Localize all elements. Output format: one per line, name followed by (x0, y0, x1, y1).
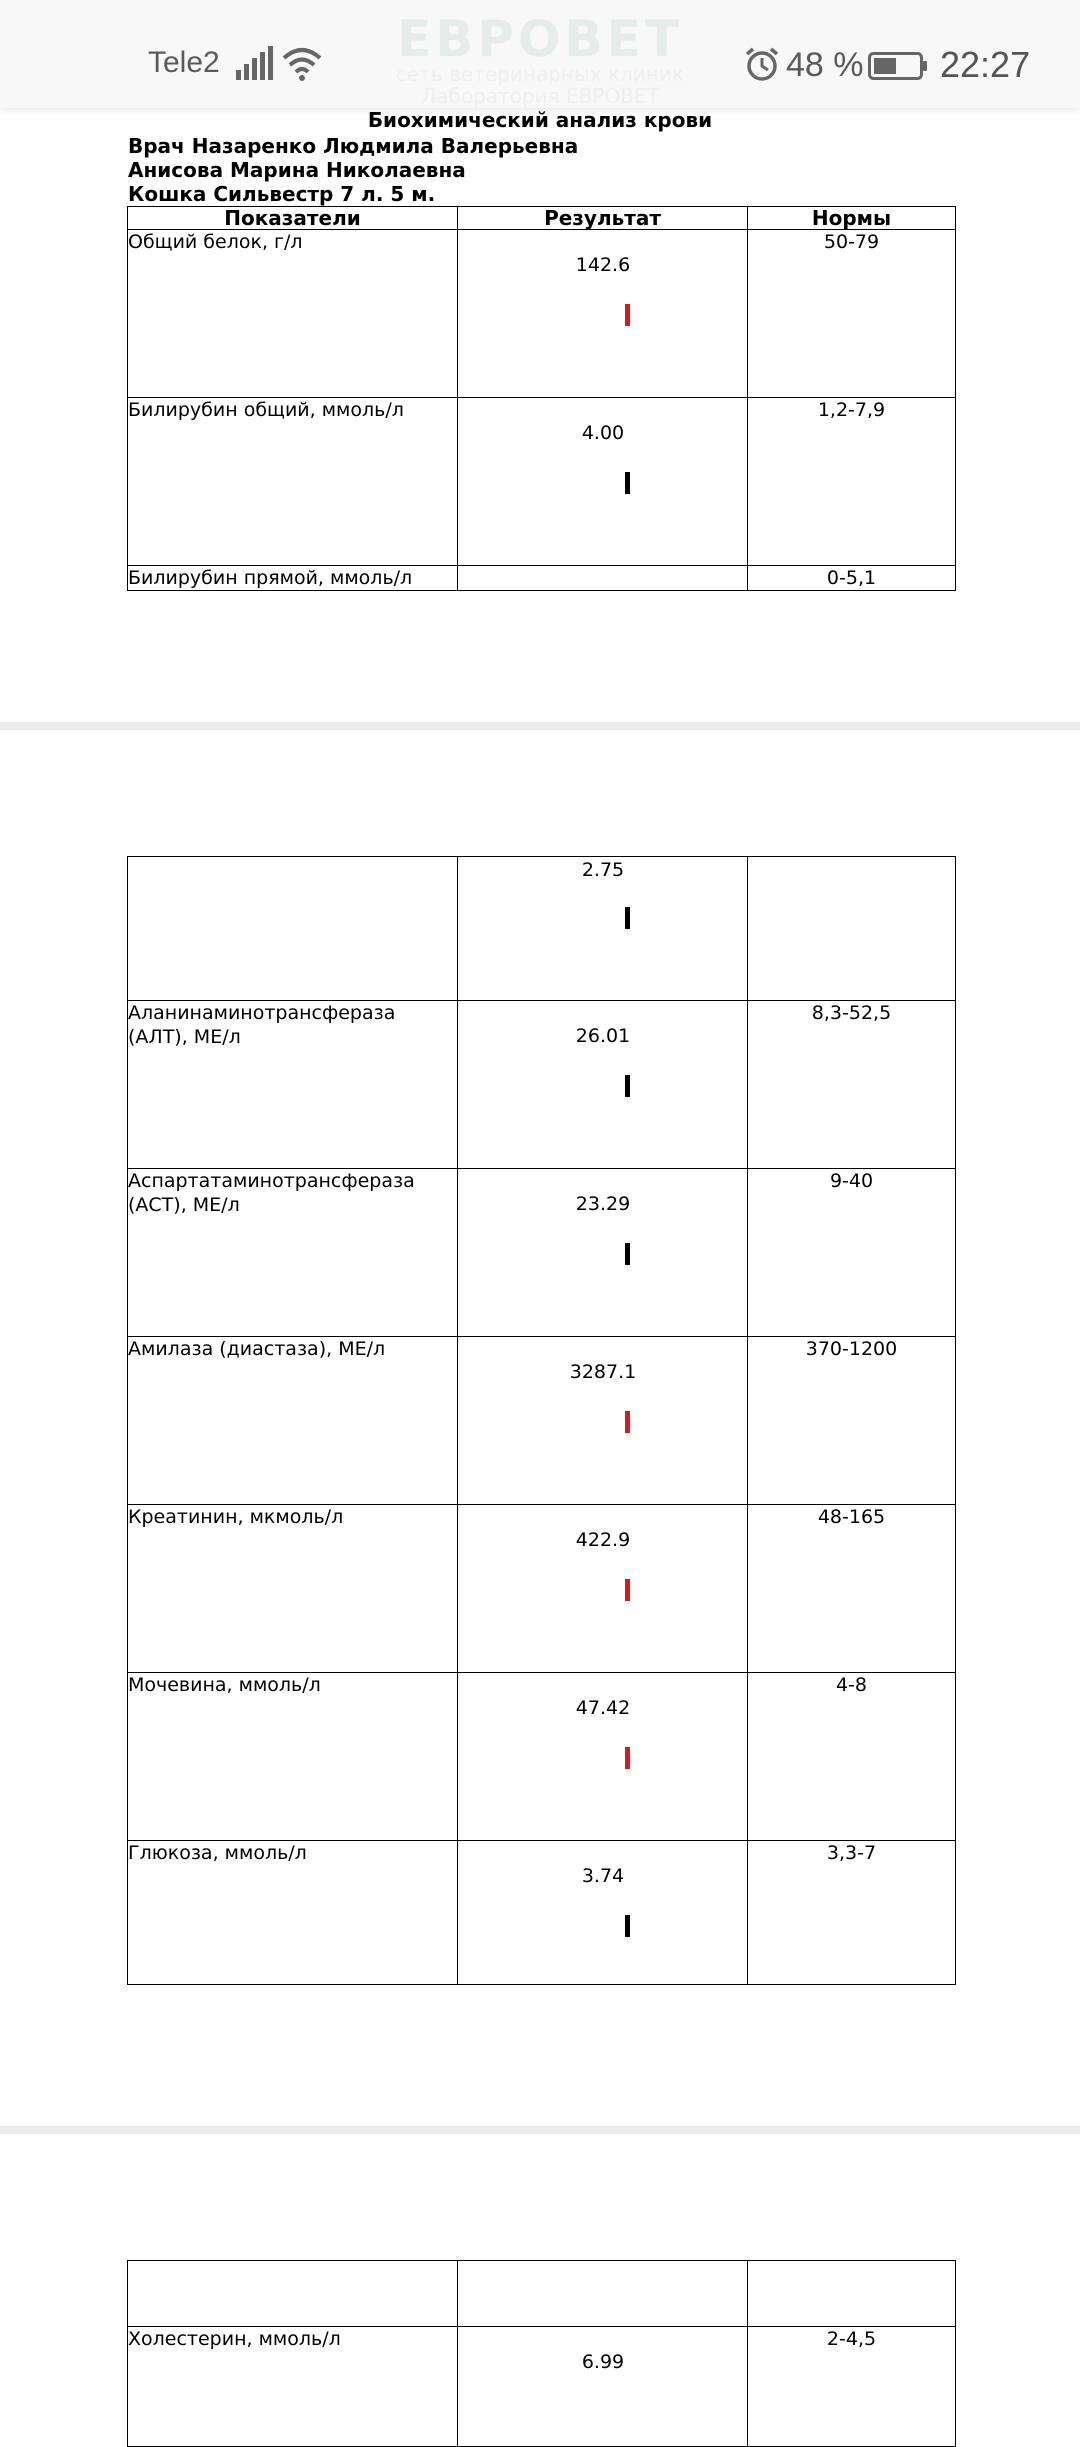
normal-flag-marker (625, 907, 630, 929)
owner-name: Анисова Марина Николаевна (128, 158, 466, 182)
doctor-name: Врач Назаренко Людмила Валерьевна (128, 134, 579, 158)
result-value: 3287.1 (569, 1361, 637, 1383)
document-title: Биохимический анализ крови (367, 108, 713, 132)
normal-flag-marker (625, 1075, 630, 1097)
results-table-page1 (127, 206, 956, 591)
row-norm: 0-5,1 (748, 566, 956, 591)
patient-info: Кошка Сильвестр 7 л. 5 м. (128, 182, 436, 206)
row-norm: 4-8 (748, 1673, 956, 1841)
row-parameter: Билирубин общий, ммоль/л (128, 398, 458, 566)
watermark-subtitle: сеть ветеринарных клиник (396, 62, 684, 86)
row-result (458, 1841, 748, 1985)
table-row (128, 1841, 956, 1985)
results-table-page2 (127, 856, 956, 1985)
table-row (128, 1673, 956, 1841)
header-parameter: Показатели (128, 207, 458, 230)
normal-flag-marker (625, 472, 630, 494)
row-parameter: Аланинаминотрансфераза (АЛТ), МЕ/л (128, 1001, 458, 1169)
row-parameter: Глюкоза, ммоль/л (128, 1841, 458, 1985)
row-parameter (128, 857, 458, 1001)
table-row (128, 566, 956, 591)
row-result (458, 1505, 748, 1673)
page-separator (0, 2126, 1080, 2134)
row-norm: 1,2-7,9 (748, 398, 956, 566)
table-header-row (128, 207, 956, 230)
row-norm: 48-165 (748, 1505, 956, 1673)
table-row (128, 1505, 956, 1673)
header-result: Результат (458, 207, 748, 230)
row-parameter: Общий белок, г/л (128, 230, 458, 398)
row-result (458, 566, 748, 591)
table-row (128, 857, 956, 1001)
row-parameter: Холестерин, ммоль/л (128, 2327, 458, 2447)
high-flag-marker (625, 1411, 630, 1433)
row-parameter: Креатинин, мкмоль/л (128, 1505, 458, 1673)
row-result (458, 230, 748, 398)
table-row (128, 2327, 956, 2447)
row-parameter: Билирубин прямой, ммоль/л (128, 566, 458, 591)
results-table-page3 (127, 2260, 956, 2447)
row-parameter: Мочевина, ммоль/л (128, 1673, 458, 1841)
row-result (458, 1337, 748, 1505)
row-norm: 370-1200 (748, 1337, 956, 1505)
result-value: 26.01 (575, 1025, 631, 1047)
high-flag-marker (625, 1747, 630, 1769)
result-value: 47.42 (575, 1697, 631, 1719)
result-value: 422.9 (575, 1529, 631, 1551)
row-result (458, 1001, 748, 1169)
battery-percent: 48 % (786, 46, 864, 84)
watermark-logo: ЕВРОВЕТ (397, 10, 683, 68)
row-norm: 50-79 (748, 230, 956, 398)
high-flag-marker (625, 1579, 630, 1601)
result-value: 23.29 (575, 1193, 631, 1215)
clock: 22:27 (940, 44, 1031, 85)
result-value: 3.74 (581, 1865, 625, 1887)
carrier-label: Tele2 (148, 46, 220, 79)
row-result (458, 1673, 748, 1841)
result-value: 142.6 (575, 254, 631, 276)
result-value: 2.75 (581, 859, 625, 881)
row-parameter (128, 2261, 458, 2327)
normal-flag-marker (625, 1915, 630, 1937)
high-flag-marker (625, 304, 630, 326)
row-norm: 8,3-52,5 (748, 1001, 956, 1169)
row-result (458, 2327, 748, 2447)
result-value: 6.99 (581, 2351, 625, 2373)
table-row (128, 1337, 956, 1505)
row-norm (748, 857, 956, 1001)
row-norm: 2-4,5 (748, 2327, 956, 2447)
row-parameter: Аспартатаминотрансфераза (АСТ), МЕ/л (128, 1169, 458, 1337)
header-norm: Нормы (748, 207, 956, 230)
row-result (458, 857, 748, 1001)
row-norm (748, 2261, 956, 2327)
row-result (458, 398, 748, 566)
table-row (128, 398, 956, 566)
watermark-lab: Лаборатория ЕВРОВЕТ (421, 84, 659, 108)
row-norm: 3,3-7 (748, 1841, 956, 1985)
row-parameter: Амилаза (диастаза), МЕ/л (128, 1337, 458, 1505)
row-result (458, 2261, 748, 2327)
table-row (128, 2261, 956, 2327)
page-separator (0, 722, 1080, 730)
row-norm: 9-40 (748, 1169, 956, 1337)
table-row (128, 1001, 956, 1169)
row-result (458, 1169, 748, 1337)
table-row (128, 230, 956, 398)
normal-flag-marker (625, 1243, 630, 1265)
table-row (128, 1169, 956, 1337)
result-value: 4.00 (581, 422, 625, 444)
